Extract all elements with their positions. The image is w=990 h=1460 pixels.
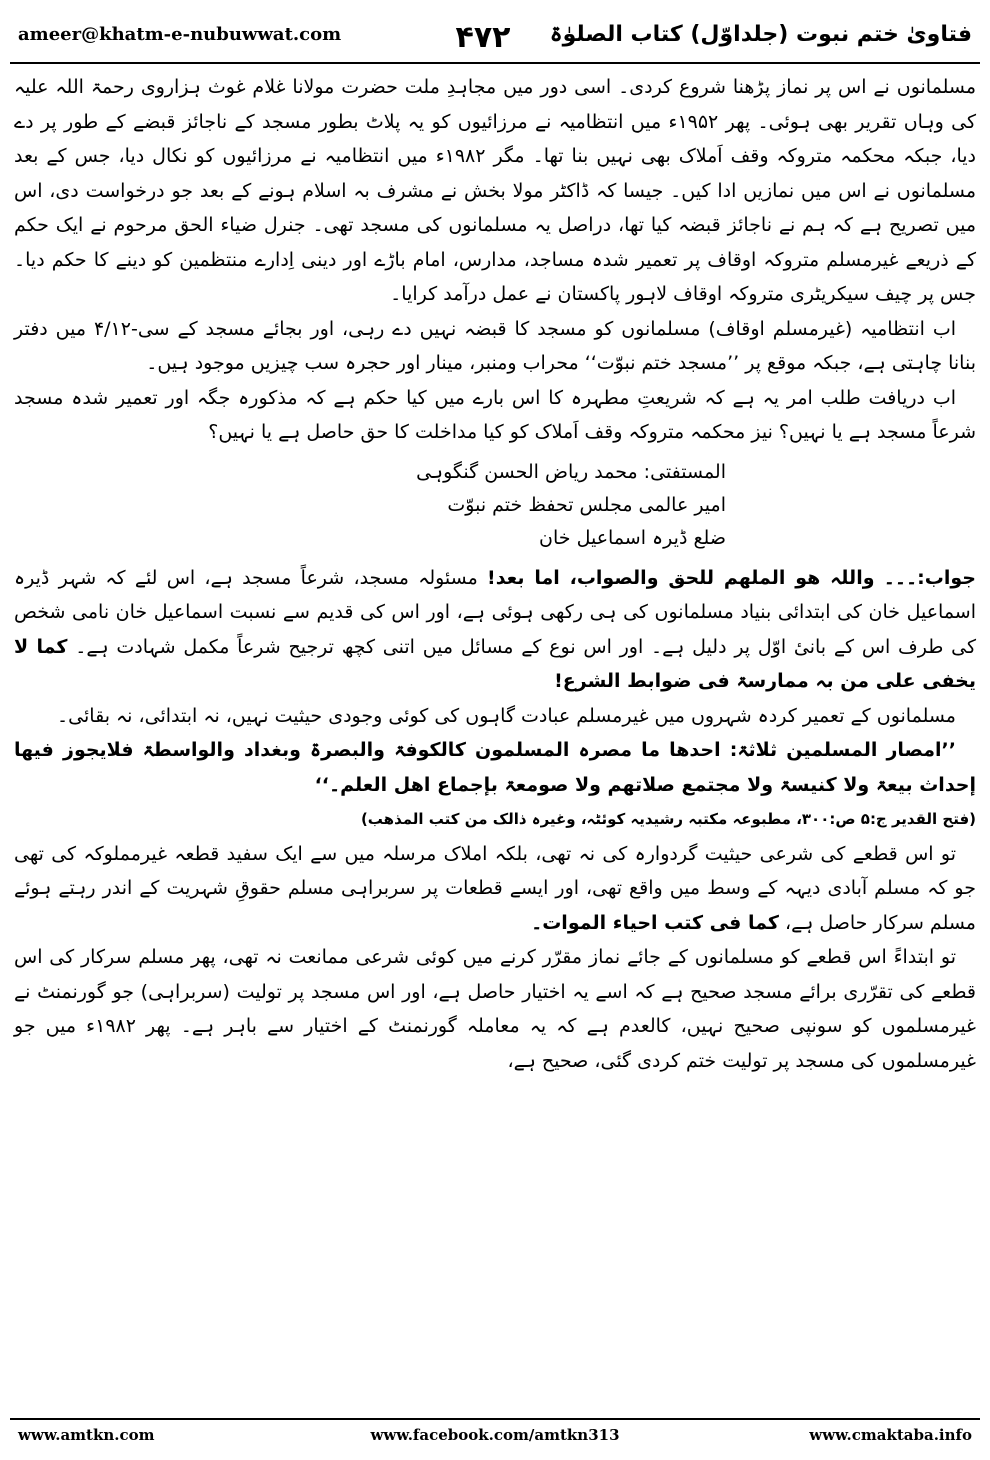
- paragraph-mosque-ruling: تو ابتداءً اس قطعے کو مسلمانوں کے جائے نماز مقرّر کرنے میں کوئی شرعی ممانعت نہ تھی، پھر مسلم سرکار کی اس قطعے کی تقرّری برائے مسجد صحیح ہے کہ اسے یہ اختیار حاصل ہے، اور اس مسجد پر تولیت (سربراہی) جو گورنمنٹ نے غیرمسلموں کو سونپی صحیح نہیں، کالعدم ہے کہ یہ معاملہ گورنمنٹ کے اختیار سے باہر ہے۔ پھر ۱۹۸۲ء میں جو غیرمسلموں کی مسجد پر تولیت ختم کردی گئی، صحیح ہے،: [14, 946, 976, 1072]
- footer-link-cmaktaba[interactable]: www.cmaktaba.info: [809, 1426, 972, 1444]
- signature-line-name: المستفتی: محمد ریاض الحسن گنگوہی: [416, 460, 726, 483]
- page-footer: [8, 1424, 982, 1450]
- body-text: [14, 70, 976, 1410]
- answer-arabic-opening: واللہ ھو الملھم للحق والصواب، اما بعد!: [487, 566, 875, 589]
- header-divider: [10, 62, 980, 64]
- page-number: ۴۷۲: [455, 20, 511, 55]
- paragraph-non-muslim-places: مسلمانوں کے تعمیر کردہ شہروں میں غیرمسلم عبادت گاہوں کی کوئی وجودی حیثیت نہیں، نہ ابتدائی، نہ بقائی۔: [57, 704, 956, 727]
- question-paragraph-3: اب دریافت طلب امر یہ ہے کہ شریعتِ مطہرہ کا اس بارے میں کیا حکم ہے کہ مذکورہ جگہ اور تعمیر شدہ مسجد شرعاً مسجد ہے یا نہیں؟ نیز محکمہ متروکہ وقف اَملاک کو کیا مداخلت کا حق حاصل ہے یا نہیں؟: [14, 386, 976, 443]
- footer-divider: [10, 1418, 980, 1420]
- header-email: ameer@khatm-e-nubuwwat.com: [18, 24, 342, 45]
- page-header: [8, 18, 982, 62]
- footer-link-facebook[interactable]: www.facebook.com/amtkn313: [370, 1426, 620, 1444]
- land-status-text: تو اس قطعے کی شرعی حیثیت گردوارہ کی نہ تھی، بلکہ املاک مرسلہ میں سے ایک سفید قطعہ غیرمملوکہ کی تھی جو کہ مسلم آبادی دیہہ کے وسط میں واقع تھی، اور ایسے قطعات پر سربراہی مسلم حقوقِ شہریت کے اندر رہتے ہوئے مسلم سرکار حاصل ہے،: [14, 842, 976, 934]
- footer-link-amtkn[interactable]: www.amtkn.com: [18, 1426, 155, 1444]
- citation: (فتح القدیر ج:۵ ص:۳۰۰، مطبوعہ مکتبہ رشیدیہ کوئٹہ، وغیرہ ذالک من کتب المذھب): [360, 810, 976, 828]
- book-title: فتاویٰ ختم نبوت (جلداوّل) کتاب الصلوٰۃ: [549, 22, 972, 47]
- arabic-quotation: ’’امصار المسلمین ثلاثۃ: احدھا ما مصرہ المسلمون کالکوفۃ والبصرۃ وبغداد والواسطۃ فلایجوز فیھا إحداث بیعۃ ولا کنیسۃ ولا مجتمع صلاتھم ولا صومعۃ بإجماع اھل العلم۔‘‘: [14, 739, 976, 796]
- signature-line-district: ضلع ڈیرہ اسماعیل خان: [539, 526, 726, 549]
- answer-paragraph: [14, 561, 976, 699]
- paragraph-land-status: [14, 837, 976, 941]
- question-paragraph-1: مسلمانوں نے اس پر نماز پڑھنا شروع کردی۔ اسی دور میں مجاہدِ ملت حضرت مولانا غلام غوث ہزاروی رحمۃ اللہ علیہ کی وہاں تقریر بھی ہوئی۔ پھر ۱۹۵۲ء میں انتظامیہ نے مرزائیوں کو یہ پلاٹ بطور مسجد کے ناجائز قبضے کے طور پر دے دیا، جبکہ محکمہ متروکہ وقف اَملاک بھی نہیں بنا تھا۔ مگر ۱۹۸۲ء میں انتظامیہ نے مرزائیوں کو نکال دیا، جس کے بعد مسلمانوں نے اس میں نمازیں ادا کیں۔ جیسا کہ ڈاکٹر مولا بخش نے مشرف بہ اسلام ہونے کے بعد جو درخواست دی، اس میں تصریح ہے کہ ہم نے ناجائز قبضہ کیا تھا، دراصل یہ مسلمانوں کی مسجد تھی۔ جنرل ضیاء الحق مرحوم نے ایک حکم کے ذریعے غیرمسلم متروکہ اوقاف پر تعمیر شدہ مساجد، مدارس، امام باڑے اور دینی اِدارے منتظمین کو دینے کا حکم دیا۔ جس پر چیف سیکریٹری متروکہ اوقاف لاہور پاکستان نے عمل درآمد کرایا۔: [14, 76, 976, 305]
- question-paragraph-2: اب انتظامیہ (غیرمسلم اوقاف) مسلمانوں کو مسجد کا قبضہ نہیں دے رہی، اور بجائے مسجد کے سی-۴/۱۲ میں دفتر بنانا چاہتی ہے، جبکہ موقع پر ’’مسجد ختم نبوّت‘‘ محراب ومنبر، مینار اور حجرہ سب چیزیں موجود ہیں۔: [14, 317, 976, 374]
- signature-block: [14, 456, 976, 555]
- answer-arabic-closing: کما لا یخفی علی من بہ ممارسۃ فی ضوابط الشرع!: [14, 635, 976, 692]
- signature-line-title: امیر عالمی مجلس تحفظ ختم نبوّت: [447, 493, 726, 516]
- land-status-arabic: کما فی کتب احیاء الموات۔: [531, 911, 779, 934]
- answer-label: جواب:۔۔۔: [883, 566, 976, 589]
- answer-text: مسئولہ مسجد، شرعاً مسجد ہے، اس لئے کہ شہر ڈیرہ اسماعیل خان کی ابتدائی بنیاد مسلمانوں کی ہی رکھی ہوئی ہے، اور اس کی قدیم سے نسبت اسماعیل خان نامی شخص کی طرف اس کے بانیٔ اوّل پر دلیل ہے۔ اور اس نوع کے مسائل میں اتنی کچھ ترجیح شرعاً مکمل شہادت ہے۔: [14, 566, 977, 658]
